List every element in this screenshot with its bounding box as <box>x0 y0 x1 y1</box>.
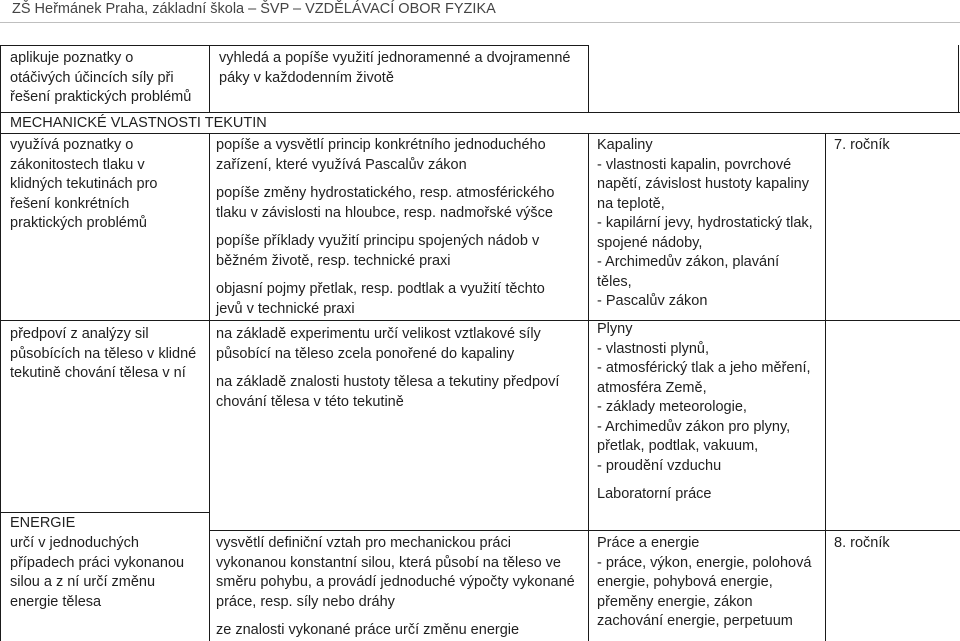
header-divider <box>0 22 960 23</box>
text-line: - Pascalův zákon <box>597 293 708 309</box>
text-line: na základě experimentu určí velikost vztlakové síly <box>216 326 541 342</box>
outcome-buoyancy <box>10 325 206 384</box>
school-outcome-levers <box>219 49 584 88</box>
school-outcomes-fluid-pressure <box>216 136 586 319</box>
page-header-title: ZŠ Heřmánek Praha, základní škola – ŠVP – VZDĚLÁVACÍ OBOR FYZIKA <box>12 1 496 17</box>
grid-line-v2b <box>588 133 589 641</box>
text-line: Plyny <box>597 321 633 337</box>
text-line: předpoví z analýzy sil <box>10 326 149 342</box>
text-line: zařízení, které využívá Pascalův zákon <box>216 156 467 173</box>
text-line: - vlastnosti plynů, <box>597 340 710 357</box>
page-header <box>12 0 496 22</box>
text-line: - Archimedův zákon, plavání <box>597 254 780 270</box>
text-line: působících na těleso v klidné <box>10 345 197 362</box>
text-line: spojené nádoby, <box>597 234 703 251</box>
text-line: chování tělesa v této tekutině <box>216 393 404 410</box>
text-line: přetlak, podtlak, vakuum, <box>597 438 759 454</box>
text-line: praktických problémů <box>10 215 147 231</box>
text-line: - Archimedův zákon pro plyny, <box>597 418 791 435</box>
text-line: popíše a vysvětlí princip konkrétního jednoduchého <box>216 137 546 153</box>
text-line: - proudění vzduchu <box>597 457 722 474</box>
grade-8 <box>834 534 954 554</box>
text-line: silou a z ní určí změnu <box>10 574 156 590</box>
grade-label: 8. ročník <box>834 535 890 551</box>
text-line: - základy meteorologie, <box>597 399 747 415</box>
text-line: zákonitostech tlaku v <box>10 156 145 173</box>
text-line: atmosféra Země, <box>597 379 707 396</box>
text-line: přeměny energie, zákon <box>597 593 753 610</box>
grid-line-v4a <box>958 45 959 112</box>
grid-line-h4b <box>209 530 960 531</box>
text-line: Kapaliny <box>597 137 653 153</box>
text-line: případech práci vykonanou <box>10 554 185 571</box>
text-line: tlaku v závislosti na hloubce, resp. nadmořské výšce <box>216 204 553 221</box>
content-gases <box>597 320 823 505</box>
text-line: klidných tekutinách pro <box>10 176 158 192</box>
outcome-energy <box>10 534 206 612</box>
outcome-levers <box>10 49 206 108</box>
text-line: těles, <box>597 273 632 290</box>
school-outcomes-buoyancy <box>216 325 586 412</box>
section-title-text: MECHANICKÉ VLASTNOSTI TEKUTIN <box>10 115 267 131</box>
text-line: běžném životě, resp. technické praxi <box>216 252 451 269</box>
text-line: energie tělesa <box>10 593 102 610</box>
text-line: na základě znalosti hustoty tělesa a tekutiny předpoví <box>216 374 560 390</box>
school-outcomes-energy <box>216 534 586 641</box>
text-line: otáčivých účincích síly při <box>10 69 174 86</box>
grid-line-v1b <box>209 133 210 641</box>
section-title-fluids <box>10 114 590 134</box>
grid-line-h1 <box>0 112 960 113</box>
text-line: - atmosférický tlak a jeho měření, <box>597 360 811 376</box>
text-line: tekutině chování tělesa v ní <box>10 365 186 381</box>
text-line: popíše změny hydrostatického, resp. atmosférického <box>216 185 555 201</box>
text-line: působící na těleso zcela ponořené do kapaliny <box>216 345 515 362</box>
outcome-fluid-pressure <box>10 136 206 234</box>
text-line: vyhledá a popíše využití jednoramenné a dvojramenné <box>219 50 571 66</box>
text-line: ze znalosti vykonané práce určí změnu energie <box>216 622 520 638</box>
text-line: páky v každodenním životě <box>219 69 394 86</box>
text-line: zachování energie, perpetuum <box>597 613 793 629</box>
text-line: - vlastnosti kapalin, povrchové <box>597 156 792 173</box>
text-line: napětí, závislost hustoty kapaliny <box>597 176 809 192</box>
grid-line-v2a <box>588 45 589 112</box>
grid-line-v1a <box>209 45 210 112</box>
text-line: energie, pohybová energie, <box>597 574 773 590</box>
grid-line-v3b <box>825 133 826 641</box>
text-line: vykonanou konstantní silou, která působí na těleso ve <box>216 554 561 571</box>
text-line: popíše příklady využití principu spojených nádob v <box>216 233 540 249</box>
text-line: vysvětlí definiční vztah pro mechanickou práci <box>216 535 511 551</box>
text-line: - kapilární jevy, hydrostatický tlak, <box>597 215 813 231</box>
grid-line-h4a <box>0 512 209 513</box>
text-line: Práce a energie <box>597 535 700 551</box>
grid-line-v0 <box>0 45 1 641</box>
grade-label: 7. ročník <box>834 137 890 153</box>
text-line: - práce, výkon, energie, polohová <box>597 554 812 571</box>
text-line: řešení praktických problémů <box>10 89 192 105</box>
text-line: využívá poznatky o <box>10 137 134 153</box>
grade-7 <box>834 136 954 156</box>
section-title-energy <box>10 514 206 534</box>
text-line: jevů v technické praxi <box>216 300 355 317</box>
text-line: na teplotě, <box>597 195 665 212</box>
content-liquids <box>597 136 823 312</box>
text-line: určí v jednoduchých <box>10 535 139 551</box>
text-line: objasní pojmy přetlak, resp. podtlak a využití těchto <box>216 281 545 297</box>
content-work-energy <box>597 534 823 632</box>
section-title-text: ENERGIE <box>10 515 76 531</box>
text-line: směru pohybu, a provádí jednoduché výpočty vykonané <box>216 574 575 590</box>
text-line: aplikuje poznatky o <box>10 50 134 66</box>
grid-line-h0 <box>0 45 588 46</box>
text-line: práce, resp. síly nebo dráhy <box>216 593 395 610</box>
text-line: řešení konkrétních <box>10 195 130 212</box>
lab-work-label: Laboratorní práce <box>597 486 712 502</box>
